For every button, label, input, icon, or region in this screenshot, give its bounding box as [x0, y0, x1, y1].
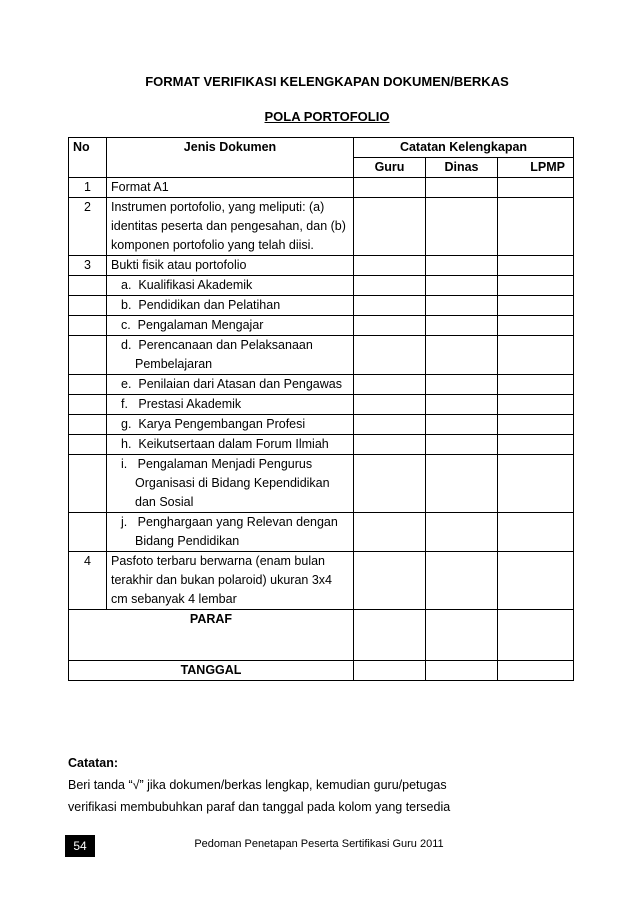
header-no: No — [69, 138, 107, 178]
check-cell-guru[interactable] — [354, 415, 426, 435]
check-cell-lpmp[interactable] — [498, 296, 574, 316]
check-cell-dinas[interactable] — [426, 296, 498, 316]
check-cell-lpmp[interactable] — [498, 455, 574, 513]
row-document-text: h. Keikutsertaan dalam Forum Ilmiah — [121, 437, 329, 451]
check-cell-guru[interactable] — [354, 198, 426, 256]
check-cell-dinas[interactable] — [426, 375, 498, 395]
row-number — [69, 316, 107, 336]
verification-table — [68, 137, 574, 681]
row-document-text: d. Perencanaan dan Pelaksanaan Pembelajaran — [121, 338, 313, 371]
check-cell-guru[interactable] — [354, 296, 426, 316]
check-cell-guru[interactable] — [354, 316, 426, 336]
check-cell-dinas[interactable] — [426, 435, 498, 455]
table-row — [69, 276, 574, 296]
check-cell-guru[interactable] — [354, 513, 426, 552]
header-lpmp: LPMP — [498, 158, 574, 178]
row-document-text: i. Pengalaman Menjadi Pengurus Organisasi di Bidang Kependidikan dan Sosial — [121, 457, 330, 509]
row-number: 3 — [69, 256, 107, 276]
check-cell-dinas[interactable] — [426, 178, 498, 198]
table-row — [69, 455, 574, 513]
check-cell-lpmp[interactable] — [498, 178, 574, 198]
table-row — [69, 178, 574, 198]
row-document — [107, 375, 354, 395]
tanggal-dinas-cell[interactable] — [426, 661, 498, 681]
row-document-text: e. Penilaian dari Atasan dan Pengawas — [121, 377, 342, 391]
table-row — [69, 552, 574, 610]
paraf-lpmp-cell[interactable] — [498, 610, 574, 661]
table-row — [69, 296, 574, 316]
row-number — [69, 296, 107, 316]
tanggal-label: TANGGAL — [69, 661, 354, 681]
check-cell-lpmp[interactable] — [498, 435, 574, 455]
header-jenis-dokumen: Jenis Dokumen — [107, 138, 354, 178]
check-cell-guru[interactable] — [354, 276, 426, 296]
check-cell-guru[interactable] — [354, 256, 426, 276]
table-row — [69, 395, 574, 415]
table-row — [69, 435, 574, 455]
notes-line-1: Beri tanda “√” jika dokumen/berkas lengkap, kemudian guru/petugas — [68, 778, 447, 792]
check-cell-dinas[interactable] — [426, 316, 498, 336]
check-cell-lpmp[interactable] — [498, 316, 574, 336]
row-number — [69, 276, 107, 296]
table-row — [69, 375, 574, 395]
paraf-guru-cell[interactable] — [354, 610, 426, 661]
check-cell-lpmp[interactable] — [498, 198, 574, 256]
check-cell-guru[interactable] — [354, 435, 426, 455]
notes-heading: Catatan: — [68, 756, 119, 770]
check-cell-lpmp[interactable] — [498, 552, 574, 610]
header-guru: Guru — [354, 158, 426, 178]
row-number — [69, 435, 107, 455]
row-document — [107, 395, 354, 415]
table-row — [69, 198, 574, 256]
check-cell-dinas[interactable] — [426, 336, 498, 375]
row-document-text: b. Pendidikan dan Pelatihan — [121, 298, 281, 312]
check-cell-guru[interactable] — [354, 395, 426, 415]
check-cell-dinas[interactable] — [426, 552, 498, 610]
header-dinas: Dinas — [426, 158, 498, 178]
notes-line-2: verifikasi membubuhkan paraf dan tanggal pada kolom yang tersedia — [68, 800, 451, 814]
check-cell-dinas[interactable] — [426, 256, 498, 276]
header-catatan-kelengkapan: Catatan Kelengkapan — [354, 138, 574, 158]
tanggal-guru-cell[interactable] — [354, 661, 426, 681]
row-number — [69, 455, 107, 513]
check-cell-guru[interactable] — [354, 455, 426, 513]
row-document-text: f. Prestasi Akademik — [121, 397, 242, 411]
row-document — [107, 316, 354, 336]
check-cell-guru[interactable] — [354, 178, 426, 198]
row-document-text: c. Pengalaman Mengajar — [121, 318, 264, 332]
footer-text: Pedoman Penetapan Peserta Sertifikasi Guru 2011 — [194, 838, 444, 850]
row-number: 2 — [69, 198, 107, 256]
row-document-text: Format A1 — [111, 180, 169, 194]
table-row — [69, 316, 574, 336]
row-document-text: Bukti fisik atau portofolio — [111, 258, 247, 272]
check-cell-dinas[interactable] — [426, 198, 498, 256]
row-number — [69, 375, 107, 395]
row-document-text: Instrumen portofolio, yang meliputi: (a) identitas peserta dan pengesahan, dan (b) komponen portofolio yang telah diisi. — [111, 200, 346, 252]
row-document — [107, 198, 354, 256]
document-title: FORMAT VERIFIKASI KELENGKAPAN DOKUMEN/BERKAS — [145, 74, 509, 89]
check-cell-dinas[interactable] — [426, 455, 498, 513]
table-row — [69, 513, 574, 552]
row-document — [107, 296, 354, 316]
row-document — [107, 178, 354, 198]
check-cell-lpmp[interactable] — [498, 395, 574, 415]
row-document-text: g. Karya Pengembangan Profesi — [121, 417, 306, 431]
check-cell-dinas[interactable] — [426, 415, 498, 435]
paraf-label: PARAF — [69, 610, 354, 661]
check-cell-lpmp[interactable] — [498, 375, 574, 395]
check-cell-dinas[interactable] — [426, 395, 498, 415]
page-number: 54 — [65, 835, 95, 857]
table-row — [69, 336, 574, 375]
row-document — [107, 415, 354, 435]
row-document-text: Pasfoto terbaru berwarna (enam bulan terakhir dan bukan polaroid) ukuran 3x4 cm sebanyak 4 lembar — [111, 554, 332, 606]
check-cell-lpmp[interactable] — [498, 336, 574, 375]
row-number — [69, 395, 107, 415]
row-number — [69, 336, 107, 375]
row-document — [107, 435, 354, 455]
check-cell-guru[interactable] — [354, 336, 426, 375]
document-subtitle: POLA PORTOFOLIO — [264, 109, 390, 124]
check-cell-lpmp[interactable] — [498, 415, 574, 435]
paraf-dinas-cell[interactable] — [426, 610, 498, 661]
row-number — [69, 415, 107, 435]
row-document-text: a. Kualifikasi Akademik — [121, 278, 253, 292]
row-document — [107, 455, 354, 513]
check-cell-dinas[interactable] — [426, 276, 498, 296]
row-document — [107, 336, 354, 375]
check-cell-lpmp[interactable] — [498, 513, 574, 552]
row-document — [107, 276, 354, 296]
row-document — [107, 552, 354, 610]
notes — [68, 752, 450, 818]
row-document — [107, 256, 354, 276]
check-cell-lpmp[interactable] — [498, 256, 574, 276]
row-number: 4 — [69, 552, 107, 610]
row-number — [69, 513, 107, 552]
check-cell-lpmp[interactable] — [498, 276, 574, 296]
check-cell-dinas[interactable] — [426, 513, 498, 552]
row-document — [107, 513, 354, 552]
tanggal-lpmp-cell[interactable] — [498, 661, 574, 681]
check-cell-guru[interactable] — [354, 375, 426, 395]
table-row — [69, 415, 574, 435]
row-document-text: j. Penghargaan yang Relevan dengan Bidang Pendidikan — [121, 515, 338, 548]
check-cell-guru[interactable] — [354, 552, 426, 610]
row-number: 1 — [69, 178, 107, 198]
table-row — [69, 256, 574, 276]
